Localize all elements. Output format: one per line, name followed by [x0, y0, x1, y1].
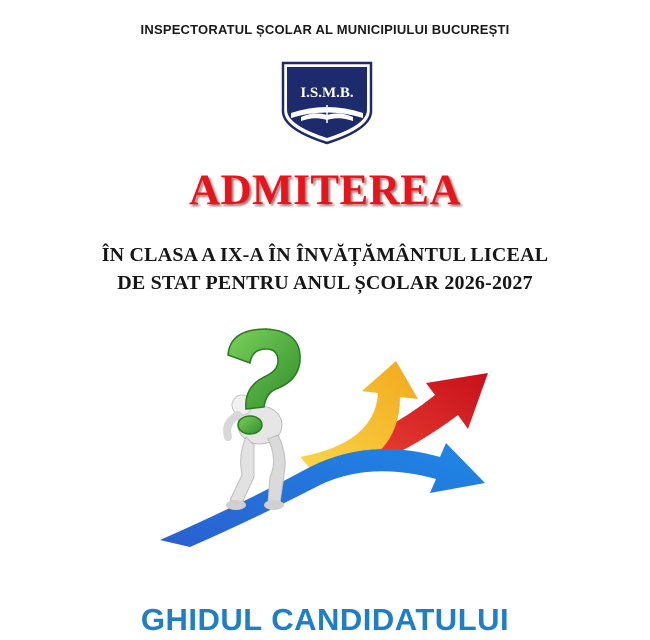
crossroads-illustration-icon	[150, 325, 510, 555]
inspectorate-heading: INSPECTORATUL ȘCOLAR AL MUNICIPIULUI BUCUREȘTI	[140, 22, 510, 37]
logo-text: I.S.M.B.	[300, 85, 354, 101]
ismb-logo-icon	[281, 61, 373, 145]
person-figure-icon	[226, 395, 285, 510]
page-title: ADMITEREA	[188, 167, 462, 214]
subtitle-line-1: ÎN CLASA A IX-A ÎN ÎNVĂȚĂMÂNTUL LICEAL	[101, 244, 549, 266]
subtitle-line-2: DE STAT PENTRU ANUL ȘCOLAR 2026-2027	[117, 272, 533, 294]
guide-title: GHIDUL CANDIDATULUI	[140, 602, 510, 637]
